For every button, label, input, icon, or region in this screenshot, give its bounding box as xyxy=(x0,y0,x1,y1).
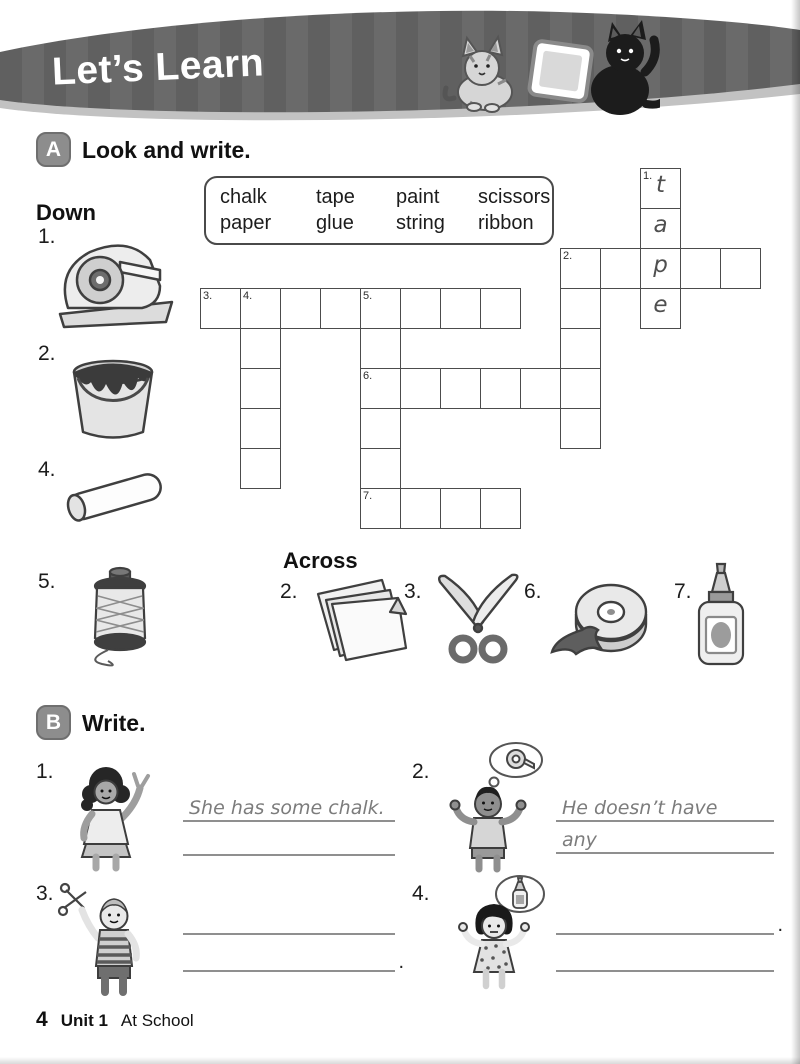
section-a-title: Look and write. xyxy=(82,137,251,163)
cats-illustration-icon xyxy=(440,10,660,118)
b-item-number: 1. xyxy=(36,760,54,783)
paint-bucket-icon xyxy=(58,342,168,444)
crossword-cell xyxy=(560,368,601,409)
crossword-cell xyxy=(320,288,361,329)
crossword-letter: e xyxy=(653,292,668,318)
crossword-cell xyxy=(720,248,761,289)
down-item-number: 5. xyxy=(38,570,56,593)
crossword-cell xyxy=(360,408,401,449)
crossword-cell xyxy=(640,168,681,209)
word-bank-word: tape xyxy=(316,185,355,208)
crossword-cell xyxy=(360,368,401,409)
string-spool-icon xyxy=(78,564,162,672)
girl-peace-sign-icon xyxy=(60,760,165,872)
b-item-number: 4. xyxy=(412,882,430,905)
section-a-badge: A xyxy=(36,132,71,167)
crossword-cell xyxy=(240,408,281,449)
crossword-cell xyxy=(640,208,681,249)
crossword-cell xyxy=(240,368,281,409)
crossword-cell xyxy=(680,248,721,289)
crossword-cell xyxy=(360,488,401,529)
answer-line xyxy=(183,905,395,935)
crossword-letter: t xyxy=(655,172,666,198)
across-item-number: 2. xyxy=(280,580,298,603)
down-item-number: 1. xyxy=(38,225,56,248)
banner-title: Let’s Learn xyxy=(51,41,265,94)
word-bank-word: paint xyxy=(396,185,440,208)
crossword-cell xyxy=(440,288,481,329)
boy-thinking-of-tape-icon xyxy=(436,736,556,876)
crossword-clue-number: 2. xyxy=(563,250,573,262)
crossword-cell xyxy=(400,488,441,529)
crossword-cell xyxy=(560,408,601,449)
unit-title: At School xyxy=(120,1011,194,1030)
down-heading: Down xyxy=(36,200,96,225)
crossword-cell xyxy=(400,288,441,329)
crossword-cell xyxy=(640,248,681,289)
crossword-cell xyxy=(560,288,601,329)
crossword-cell xyxy=(400,368,441,409)
across-item-number: 7. xyxy=(674,580,692,603)
across-item-number: 3. xyxy=(404,580,422,603)
crossword-cell xyxy=(560,248,601,289)
chalk-icon xyxy=(52,458,177,536)
crossword-clue-number: 7. xyxy=(363,490,373,502)
crossword-clue-number: 5. xyxy=(363,290,373,302)
crossword-clue-number: 6. xyxy=(363,370,373,382)
word-bank-word: glue xyxy=(316,212,354,235)
crossword-cell xyxy=(360,288,401,329)
page-number: 4 xyxy=(36,1008,48,1031)
scan-edge xyxy=(0,1057,800,1064)
answer-line xyxy=(556,942,774,972)
tape-dispenser-icon xyxy=(52,228,182,332)
handwritten-answer: He doesn’t have xyxy=(562,797,718,819)
crossword-cell xyxy=(240,328,281,369)
crossword-cell xyxy=(480,488,521,529)
down-item-number: 2. xyxy=(38,342,56,365)
section-b-badge: B xyxy=(36,705,71,740)
girl-thinking-of-glue-icon xyxy=(436,868,556,1008)
crossword-clue-number: 1. xyxy=(643,170,653,182)
crossword-cell xyxy=(480,368,521,409)
paper-icon xyxy=(306,572,414,667)
b-item-number: 2. xyxy=(412,760,430,783)
answer-line: . xyxy=(183,942,395,972)
crossword-cell xyxy=(240,448,281,489)
crossword-cell xyxy=(600,248,641,289)
crossword-clue-number: 4. xyxy=(243,290,253,302)
answer-line: . xyxy=(556,905,774,935)
word-bank-word: string xyxy=(396,212,445,235)
answer-line xyxy=(556,790,774,822)
across-item-number: 6. xyxy=(524,580,542,603)
scan-edge xyxy=(791,0,800,1064)
crossword-cell xyxy=(440,368,481,409)
crossword-cell xyxy=(440,488,481,529)
crossword-letter: a xyxy=(653,212,668,238)
crossword-letter: p xyxy=(653,252,668,278)
down-item-number: 4. xyxy=(38,458,56,481)
crossword-grid xyxy=(200,168,762,538)
crossword-cell xyxy=(240,288,281,329)
answer-line xyxy=(556,824,774,854)
across-heading: Across xyxy=(283,548,358,573)
unit-label: Unit 1 xyxy=(60,1011,108,1030)
banner xyxy=(0,0,800,130)
answer-line xyxy=(183,828,395,856)
crossword-clue-number: 3. xyxy=(203,290,213,302)
crossword-cell xyxy=(480,288,521,329)
crossword-cell xyxy=(280,288,321,329)
scissors-icon xyxy=(424,568,529,668)
handwritten-answer: She has some chalk. xyxy=(189,797,385,819)
b-item-number: 3. xyxy=(36,882,54,905)
word-bank-word: ribbon xyxy=(478,212,534,235)
crossword-cell xyxy=(200,288,241,329)
crossword-cell xyxy=(520,368,561,409)
handwritten-answer: any xyxy=(562,829,597,851)
word-bank-word: scissors xyxy=(478,185,551,208)
section-b-title: Write. xyxy=(82,710,146,736)
glue-bottle-icon xyxy=(688,560,754,670)
word-bank-word: chalk xyxy=(220,185,267,208)
footer xyxy=(36,1008,194,1032)
ribbon-icon xyxy=(546,572,658,664)
crossword-cell xyxy=(360,448,401,489)
crossword-cell xyxy=(640,288,681,329)
crossword-cell xyxy=(560,328,601,369)
boy-holding-scissors-icon xyxy=(56,882,166,1002)
crossword-cell xyxy=(360,328,401,369)
answer-line xyxy=(183,790,395,822)
word-bank-word: paper xyxy=(220,212,272,235)
